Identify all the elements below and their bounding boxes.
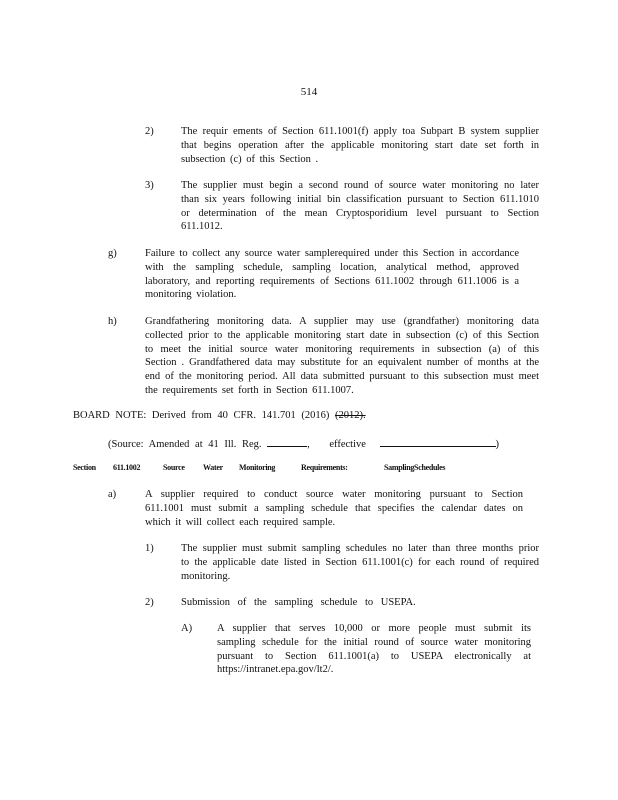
item-label: 1) bbox=[145, 543, 154, 554]
source-note bbox=[108, 436, 499, 452]
board-note-struck: (2012). bbox=[334, 410, 366, 421]
item-text: A supplier required to conduct source water monitoring pursuant to Section 611.1001 must submit a sampling schedule that specifies the calendar dates on which it will collect each required sample. bbox=[145, 489, 523, 528]
section-label: Section bbox=[73, 463, 96, 472]
source-text: (Source: Amended at 41 Ill. Reg. bbox=[108, 439, 262, 450]
effective-blank bbox=[380, 436, 496, 447]
source-close: ) bbox=[495, 439, 500, 450]
item-text: Failure to collect any source water samplerequired under this Section in accordance with the sampling schedule, sampling location, analytical method, approved laboratory, and reporting requirements of Sections 611.1002 through 611.1006 is a monitoring violation. bbox=[145, 248, 519, 301]
item-text: The requir ements of Section 611.1001(f) apply toa Subpart B system supplier that begins operation after the applicable monitoring start date set forth in subsection (c) of this Section . bbox=[181, 126, 539, 165]
item-label: 3) bbox=[145, 180, 154, 191]
item-label: h) bbox=[108, 316, 117, 327]
item-label: g) bbox=[108, 248, 117, 259]
page-number: 514 bbox=[300, 86, 318, 98]
item-text: Submission of the sampling schedule to USEPA. bbox=[181, 597, 416, 608]
source-comma: , bbox=[307, 439, 310, 450]
section-title-word: Source bbox=[163, 463, 185, 472]
item-text: The supplier must submit sampling schedules no later than three months prior to the applicable date listed in Section 611.1001(c) for each round of required monitoring. bbox=[181, 543, 539, 582]
section-title-word: SamplingSchedules bbox=[384, 463, 446, 472]
source-effective: effective bbox=[329, 439, 366, 450]
section-title-word: Requirements: bbox=[301, 463, 348, 472]
board-note bbox=[73, 409, 366, 423]
item-text: The supplier must begin a second round of source water monitoring no later than six years following initial bin classification pursuant to Section 611.1010 or determination of the mean Cryptosporidium level pursuant to Section 611.1012. bbox=[181, 180, 539, 233]
item-text: A supplier that serves 10,000 or more people must submit its sampling schedule for the initial round of source water monitoring pursuant to Section 611.1001(a) to USEPA electronically at https://intranet.epa.gov/lt2/. bbox=[217, 623, 531, 676]
item-text: Grandfathering monitoring data. A supplier may use (grandfather) monitoring data collected prior to the applicable monitoring start date in subsection (c) of this Section to meet the initial source water monitoring requirements in subsection (a) of this Section . Grandfathered data may substitute for an equivalent number of months at the end of the monitoring period. All data submitted pursuant to this subsection must meet the requirements set forth in Section 611.1007. bbox=[145, 316, 539, 396]
item-label: a) bbox=[108, 489, 117, 500]
section-number: 611.1002 bbox=[113, 463, 141, 472]
reg-blank bbox=[267, 436, 307, 447]
item-label: A) bbox=[181, 623, 193, 634]
section-title-word: Water bbox=[203, 463, 223, 472]
item-label: 2) bbox=[145, 597, 154, 608]
board-note-text: BOARD NOTE: Derived from 40 CFR. 141.701 (2016) bbox=[73, 410, 330, 421]
item-label: 2) bbox=[145, 126, 154, 137]
section-title-word: Monitoring bbox=[239, 463, 276, 472]
